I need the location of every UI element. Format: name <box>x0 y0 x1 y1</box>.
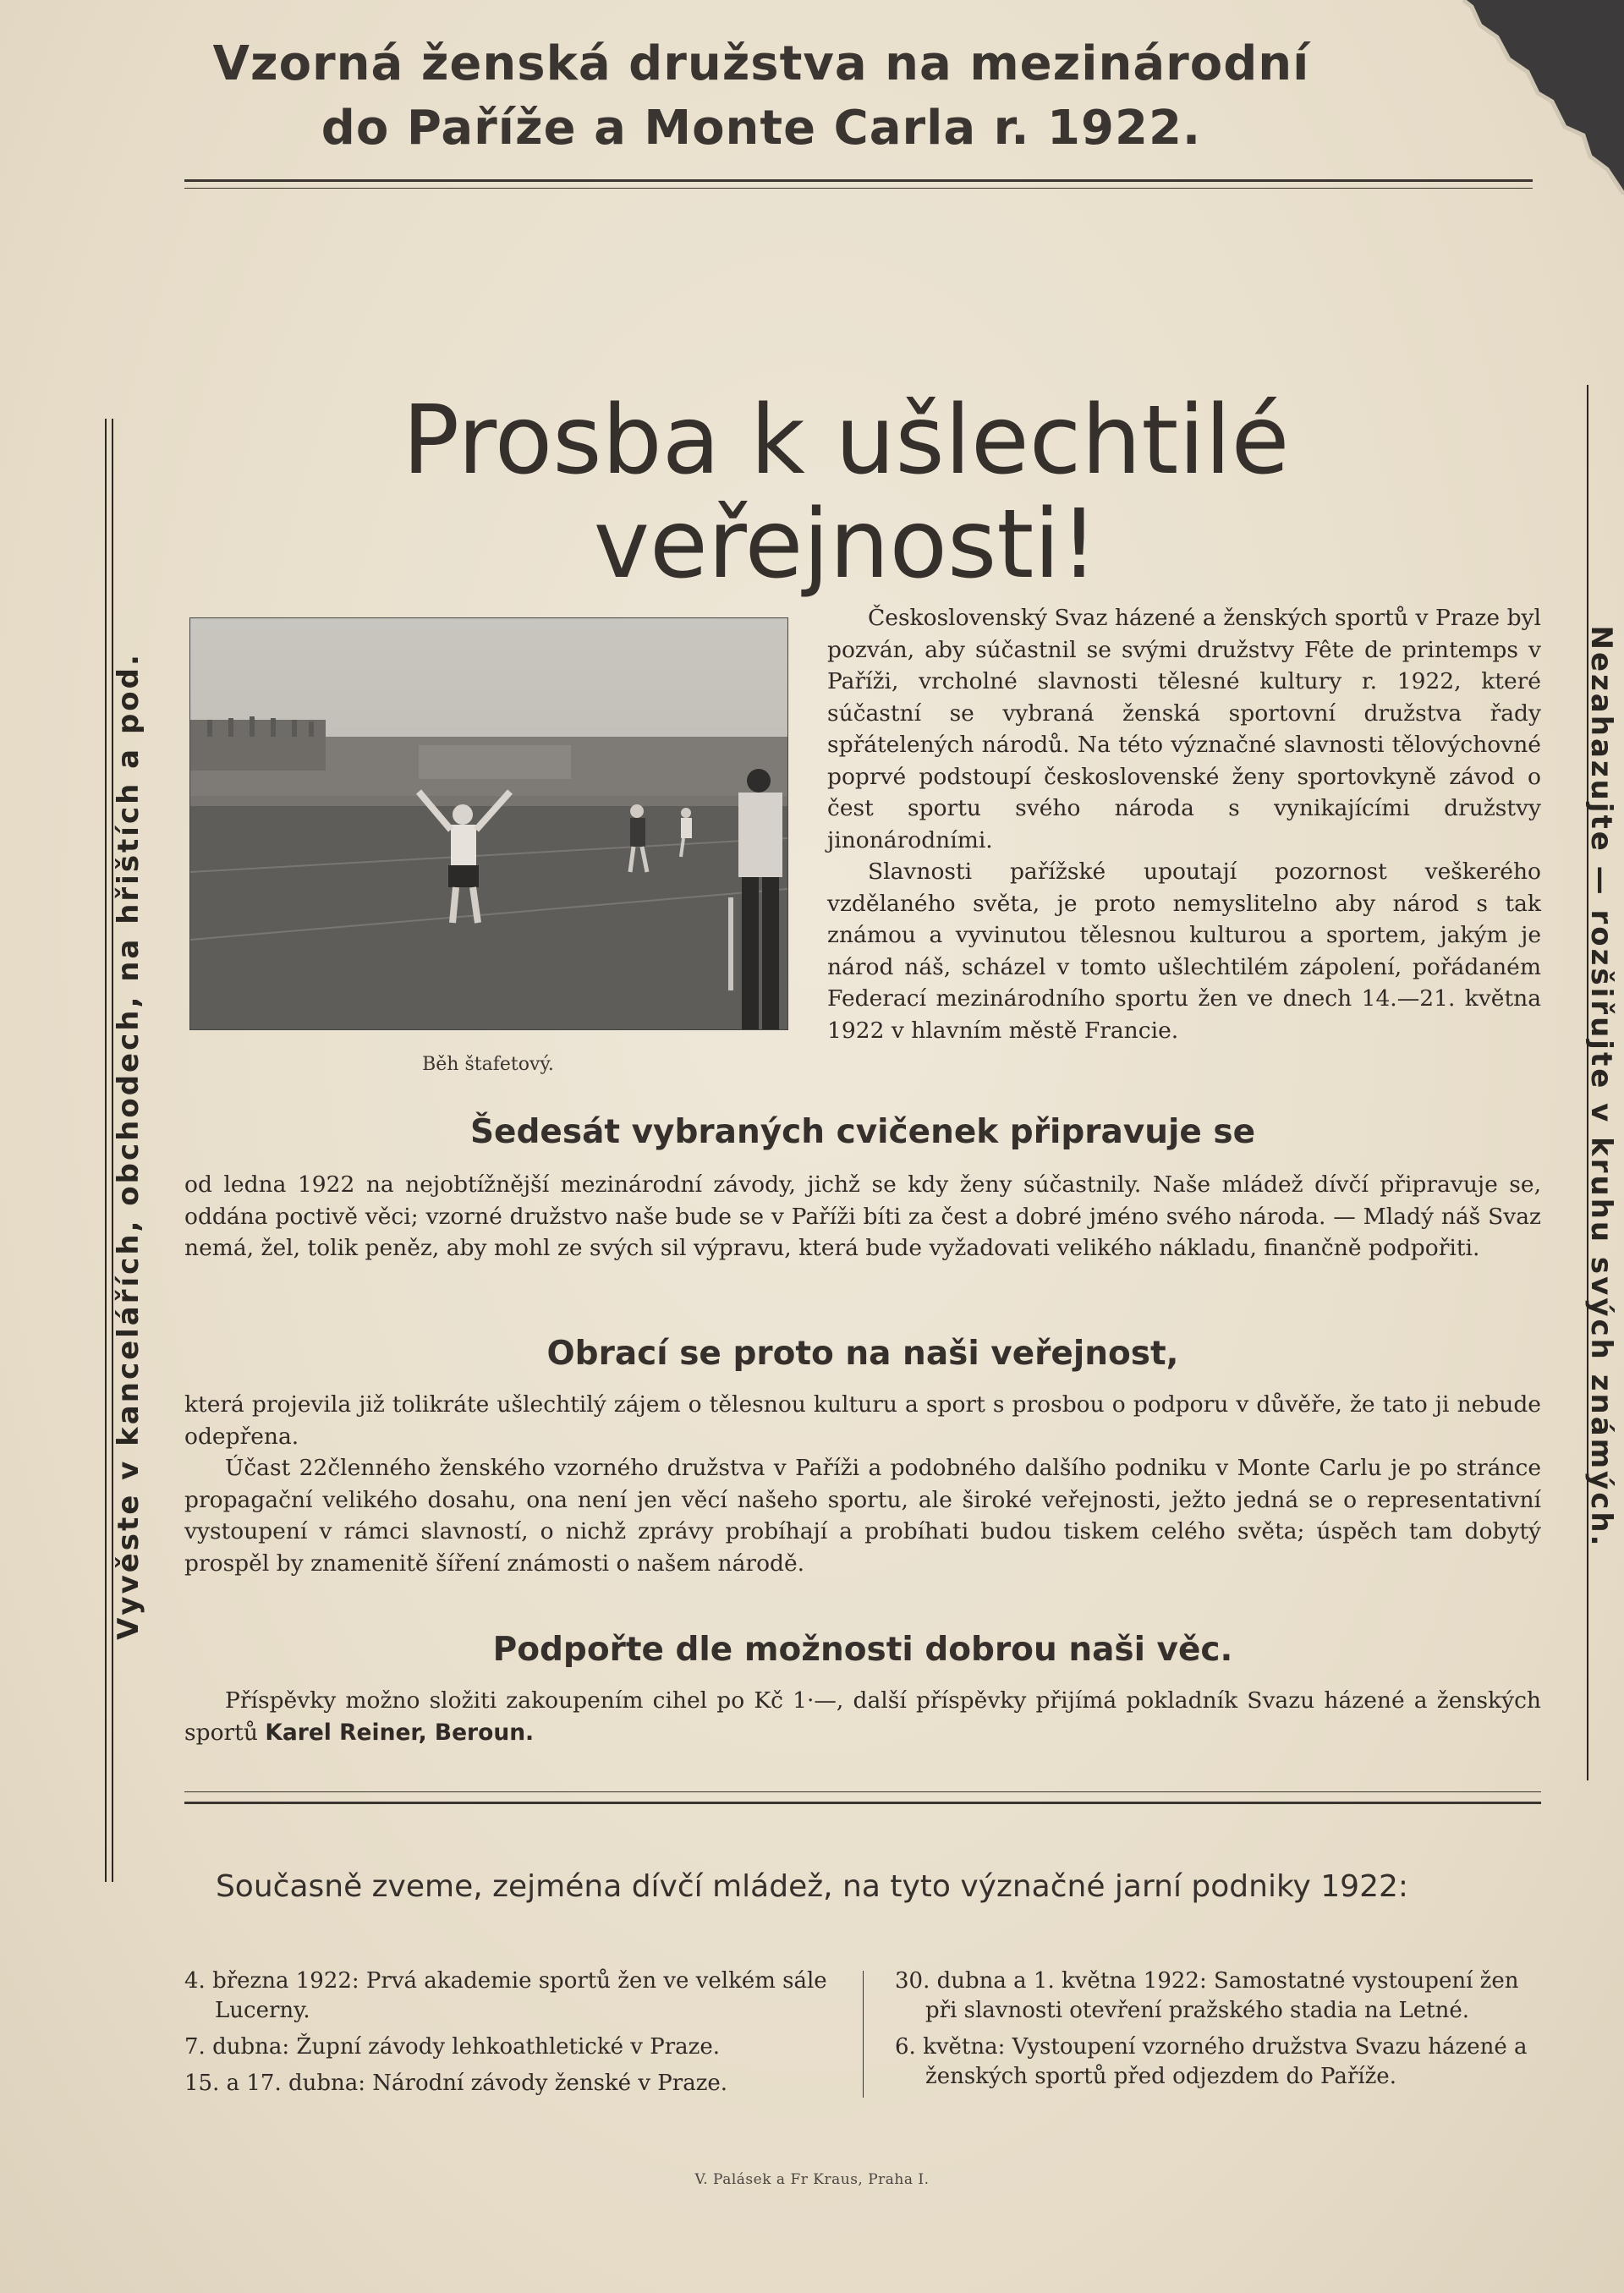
section2-body <box>184 1389 1541 1579</box>
section2-paragraph-2: Účast 22členného ženského vzorného družstva v Paříži a podobného dalšího podniku v Monte Carlu je po stránce propagační velikého dosahu, ona není jen věcí našeho sportu, ale široké veřejnosti, ježto jedná se o representativní vystoupení v rámci slavností, o nichž zprávy probíhají a probíhati budou tiskem celého světa; úspěch tam dobytý prospěl by znamenitě šíření známosti o našem národě. <box>184 1455 1541 1577</box>
left-border-line-outer <box>105 419 107 1882</box>
section2-heading: Obrací se proto na naši veřejnost, <box>546 1335 1179 1373</box>
intro-paragraph-2: Slavnosti pařížské upoutají pozornost veškerého vzdělaného světa, je proto nemyslitelno aby národ s tak známou a vyvinutou tělesnou kulturou a sportem, jakým je národ náš, scházel v tomto ušlechtilém zápolení, pořádaném Federací mezinárodního sportu žen ve dnech 14.—21. května 1922 v hlavním městě Francie. <box>827 859 1541 1044</box>
header-line-1: Vzorná ženská družstva na mezinárodní <box>212 36 1310 91</box>
event-item: 30. dubna a 1. května 1922: Samostatné vystoupení žen při slavnosti otevření pražského stadia na Letné. <box>895 1968 1519 2023</box>
event-item: 15. a 17. dubna: Národní závody ženské v Praze. <box>184 2071 728 2096</box>
main-heading: Prosba k ušlechtilé veřejnosti! <box>402 386 1290 601</box>
header-rule-top <box>184 179 1533 182</box>
section3-paragraph <box>184 1685 1541 1748</box>
treasurer-name: Karel Reiner, Beroun. <box>265 1719 535 1746</box>
event-item: 6. května: Vystoupení vzorného družstva Svazu házené a ženských sportů před odjezdem do Paříže. <box>895 2034 1528 2089</box>
event-item: 4. března 1922: Prvá akademie sportů žen ve velkém sále Lucerny. <box>184 1968 827 2023</box>
intro-paragraph-1: Československý Svaz házené a ženských sportů v Praze byl pozván, aby súčastnil se svými družstvy Fête de printemps v Paříži, vrcholné slavnosti tělesné kultury r. 1922, které súčastní se vybraná ženská sportovní družstva řady spřátelených národů. Na této význačné slavnosti tělovýchovné poprvé podstoupí československé ženy sportovkyně závod o čest sportu svého národa s vynikajícími družstvy jinonárodními. <box>827 605 1541 853</box>
bottom-rule-bottom <box>184 1802 1541 1804</box>
event-item: 7. dubna: Župní závody lehkoathletické v Praze. <box>184 2034 721 2060</box>
bottom-rule-top <box>184 1791 1541 1792</box>
section1-heading: Šedesát vybraných cvičenek připravuje se <box>469 1113 1256 1151</box>
torn-corner <box>1336 0 1624 195</box>
invitation-heading: Současně zveme, zejména dívčí mládež, na tyto význačné jarní podniky 1922: <box>215 1869 1409 1904</box>
intro-column <box>827 602 1541 1046</box>
section3-heading: Podpořte dle možnosti dobrou naši věc. <box>492 1631 1233 1669</box>
relay-race-photo <box>189 617 788 1030</box>
events-left-column <box>184 1967 836 2105</box>
section1-body <box>184 1169 1541 1264</box>
events-right-column <box>895 1967 1546 2098</box>
right-margin-text: Nezahazujte — rozšiřujte v kruhu svých známých. <box>1584 625 1618 1549</box>
header-rule-bottom <box>184 188 1533 189</box>
section3-text: Příspěvky možno složiti zakoupením cihel po Kč 1·—, další příspěvky přijímá pokladník Svazu házené a ženských sportů <box>184 1687 1541 1746</box>
printer-imprint: V. Palásek a Fr Kraus, Praha I. <box>694 2171 930 2188</box>
section3-body <box>184 1685 1541 1748</box>
left-margin-text: Vyvěste v kancelářích, obchodech, na hřištích a pod. <box>112 652 145 1640</box>
header-line-2: do Paříže a Monte Carla r. 1922. <box>321 101 1202 156</box>
section2-paragraph-1: která projevila již tolikráte ušlechtilý zájem o tělesnou kulturu a sport s prosbou o podporu v důvěře, že tato ji nebude odepřena. <box>184 1391 1541 1450</box>
section1-text: od ledna 1922 na nejobtížnější mezinárodní závody, jichž se kdy ženy súčastnily. Naše mládež dívčí připravuje se, oddána poctivě věci; vzorné družstvo naše bude se v Paříži bíti za čest a dobré jméno svého národa. — Mladý náš Svaz nemá, žel, tolik peněz, aby mohl ze svých sil výpravu, která bude vyžadovati velikého nákladu, finančně podpořiti. <box>184 1171 1541 1261</box>
photo-caption: Běh štafetový. <box>422 1054 554 1075</box>
events-column-divider <box>863 1971 864 2098</box>
